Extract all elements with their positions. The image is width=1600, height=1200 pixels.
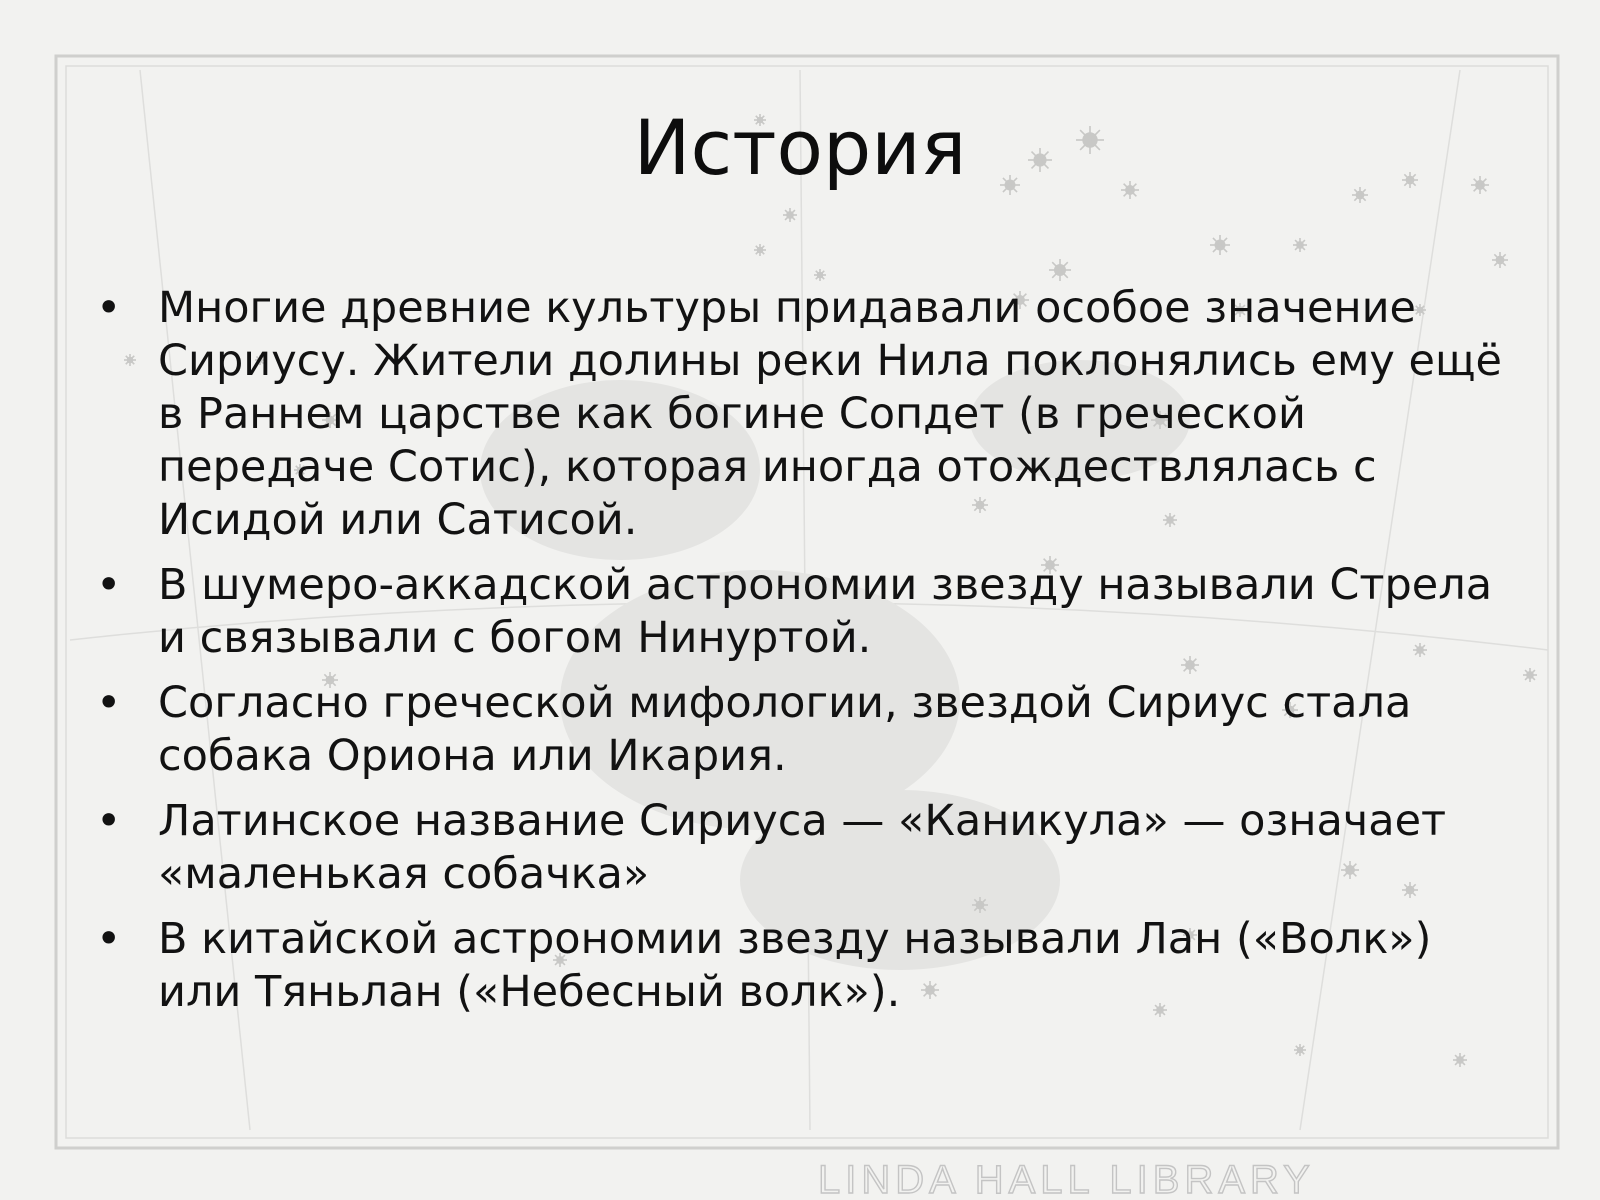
star-icon: [1049, 259, 1071, 281]
star-icon: [814, 269, 826, 281]
bullet-list: [96, 282, 1526, 1031]
star-icon: [783, 208, 797, 222]
bullet-text: Латинское название Сириуса — «Каникула» — означает «маленькая собачка»: [158, 796, 1447, 899]
list-item: [96, 559, 1526, 665]
list-item: [96, 795, 1526, 901]
star-icon: [754, 244, 766, 256]
list-item: [96, 913, 1526, 1019]
star-icon: [1492, 252, 1508, 268]
bullet-marker: •: [96, 560, 122, 610]
star-icon: [1294, 1044, 1306, 1056]
bullet-text: В китайской астрономии звезду называли Лан («Волк») или Тяньлан («Небесный волк»).: [158, 914, 1432, 1017]
list-item: [96, 677, 1526, 783]
library-watermark: LINDA HALL LIBRARY: [818, 1158, 1315, 1200]
bullet-text: В шумеро-аккадской астрономии звезду называли Стрела и связывали с богом Нинуртой.: [158, 560, 1493, 663]
bullet-text: Согласно греческой мифологии, звездой Сириус стала собака Ориона или Икария.: [158, 678, 1412, 781]
star-icon: [1453, 1053, 1467, 1067]
slide-title: История: [633, 103, 967, 192]
bullet-marker: •: [96, 796, 122, 846]
bullet-marker: •: [96, 678, 122, 728]
list-item: [96, 282, 1526, 547]
star-icon: [1293, 238, 1307, 252]
bullet-marker: •: [96, 283, 122, 333]
star-icon: [1210, 235, 1230, 255]
bullet-text: Многие древние культуры придавали особое значение Сириусу. Жители долины реки Нила поклонялись ему ещё в Раннем царстве как богине Сопдет (в греческой передаче Сотис), которая иногда отождествлялась с Исидой или Сатисой.: [158, 283, 1502, 545]
bullet-marker: •: [96, 914, 122, 964]
